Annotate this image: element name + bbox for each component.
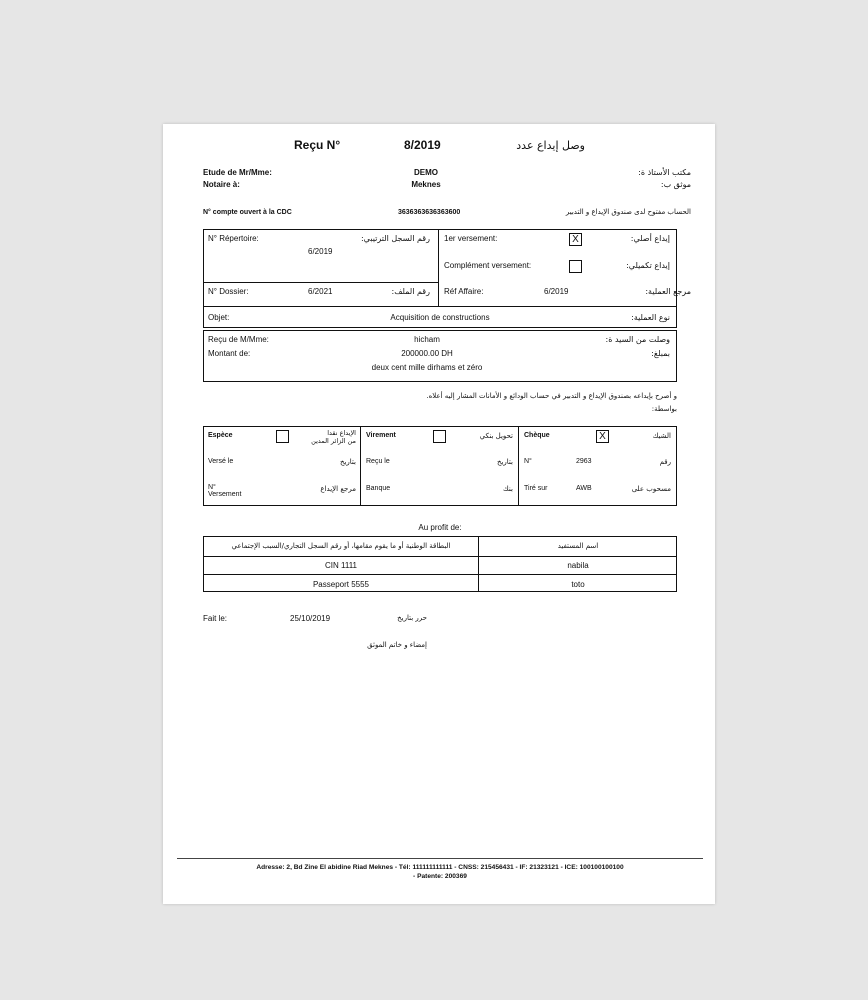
footer-divider [177, 858, 703, 859]
table-row-1-id: CIN 1111 [324, 561, 357, 570]
tire-sur-label: Tiré sur [524, 485, 548, 492]
repertoire-label-ar: رقم السجل الترتيبي: [360, 234, 430, 243]
repertoire-label: N° Répertoire: [208, 234, 259, 243]
cheque-n-label-ar: رقم [659, 458, 671, 466]
ref-affaire-label-ar: مرجع العملية: [645, 287, 691, 296]
section-divider [438, 229, 439, 307]
cheque-checkbox[interactable]: X [596, 430, 609, 443]
fait-le-label: Fait le: [203, 614, 228, 623]
compte-value: 3636363636363600 [398, 209, 461, 216]
virement-label-ar: تحويل بنكي [479, 432, 513, 440]
signature-label-ar: إمضاء و خاتم الموثق [367, 641, 427, 649]
recu-de-value: hicham [414, 335, 440, 344]
objet-label-ar: نوع العملية: [631, 313, 670, 322]
notaire-label: Notaire à: [203, 180, 240, 189]
objet-value: Acquisition de constructions [390, 313, 490, 322]
complement-versement-checkbox[interactable] [569, 260, 582, 273]
espece-label-ar-2: من الزائر المدين [311, 437, 356, 445]
n-versement-label-2: Versement [208, 491, 242, 498]
espece-label-ar-1: الإيداع نقدا [327, 429, 356, 437]
recu-de-label: Reçu de M/Mme: [208, 335, 269, 344]
section-divider-left [203, 282, 439, 283]
montant-value: 200000.00 DH [401, 349, 453, 358]
fait-le-value: 25/10/2019 [290, 614, 331, 623]
premier-versement-checkbox[interactable]: X [569, 233, 582, 246]
cheque-label-ar: الشيك [652, 432, 671, 440]
notaire-label-ar: موثق ب: [660, 180, 691, 189]
dossier-label: N° Dossier: [208, 287, 249, 296]
ref-affaire-value: 6/2019 [544, 287, 569, 296]
etude-value: DEMO [414, 168, 438, 177]
complement-versement-label-ar: إيداع تكميلي: [626, 261, 670, 270]
n-versement-label-1: N° [208, 484, 216, 491]
virement-checkbox[interactable] [433, 430, 446, 443]
espece-label: Espèce [208, 432, 233, 439]
verse-le-label: Versé le [208, 458, 234, 465]
dossier-label-ar: رقم الملف: [391, 287, 430, 296]
virement-label: Virement [366, 432, 396, 439]
receipt-title-ar: وصل إيداع عدد [516, 139, 585, 152]
etude-label: Etude de Mr/Mme: [203, 168, 272, 177]
cheque-label: Chèque [524, 432, 550, 439]
espece-checkbox[interactable] [276, 430, 289, 443]
footer-address: Adresse: 2, Bd Zine El abidine Riad Meknes - Tél: 111111111111 - CNSS: 215456431 - IF: 21323121 - ICE: 100100100100 [256, 864, 624, 871]
n-versement-label-ar: مرجع الإيداع [320, 485, 356, 493]
montant-words: deux cent mille dirhams et zéro [371, 363, 483, 372]
repertoire-value: 6/2019 [308, 247, 333, 256]
ref-affaire-label: Réf Affaire: [444, 287, 484, 296]
montant-label: Montant de: [208, 349, 251, 358]
banque-label-ar: بنك [503, 485, 513, 493]
fait-le-label-ar: حرر بتاريخ [397, 614, 427, 622]
footer-patente: - Patente: 200369 [413, 873, 467, 880]
payment-divider-2 [518, 426, 519, 506]
notaire-value: Meknes [411, 180, 441, 189]
payment-divider-1 [360, 426, 361, 506]
objet-label: Objet: [208, 313, 230, 322]
verse-le-label-ar: بتاريخ [339, 458, 356, 466]
recu-le-label: Reçu le [366, 458, 390, 465]
beneficiaries-header-name: اسم المستفيد [557, 542, 599, 550]
receipt-page [163, 124, 715, 904]
instruction-text-ar: و أصرح بإيداعه بصندوق الإيداع و التدبير في حساب الودائع و الأمانات المشار إليه أعلاه. [426, 392, 677, 400]
banque-label: Banque [366, 485, 391, 492]
receipt-number: 8/2019 [404, 138, 441, 152]
complement-versement-label: Complément versement: [444, 261, 532, 270]
compte-label-ar: الحساب مفتوح لدى صندوق الإيداع و التدبير [565, 208, 691, 216]
table-row-2-id: Passeport 5555 [312, 580, 370, 589]
beneficiaries-col-divider [478, 536, 479, 592]
premier-versement-label-ar: إيداع أصلي: [630, 234, 670, 243]
section-repertoire-box [203, 229, 677, 307]
premier-versement-label: 1er versement: [444, 234, 498, 243]
recu-de-label-ar: وصلت من السيد ة: [605, 335, 670, 344]
compte-label: N° compte ouvert à la CDC [203, 209, 292, 216]
cheque-n-label: N° [524, 458, 532, 465]
recu-le-label-ar: بتاريخ [496, 458, 513, 466]
au-profit-title: Au profit de: [418, 523, 462, 532]
montant-label-ar: بمبلغ: [651, 349, 670, 358]
table-row-2-name: toto [571, 580, 585, 589]
tire-sur-value: AWB [576, 485, 592, 492]
beneficiaries-header-id: البطاقة الوطنية أو ما يقوم مقامها، أو رقم السجل التجاري/السبب الإجتماعي [231, 542, 451, 550]
beneficiaries-header-divider [203, 556, 677, 557]
etude-label-ar: مكتب الأستاذ ة: [638, 168, 691, 177]
beneficiaries-row-divider [203, 574, 677, 575]
cheque-n-value: 2963 [576, 458, 592, 465]
table-row-1-name: nabila [567, 561, 589, 570]
receipt-title: Reçu N° [294, 138, 341, 152]
instruction-by-ar: بواسطة: [651, 405, 677, 413]
dossier-value: 6/2021 [308, 287, 333, 296]
tire-sur-label-ar: مسحوب على [631, 485, 671, 493]
